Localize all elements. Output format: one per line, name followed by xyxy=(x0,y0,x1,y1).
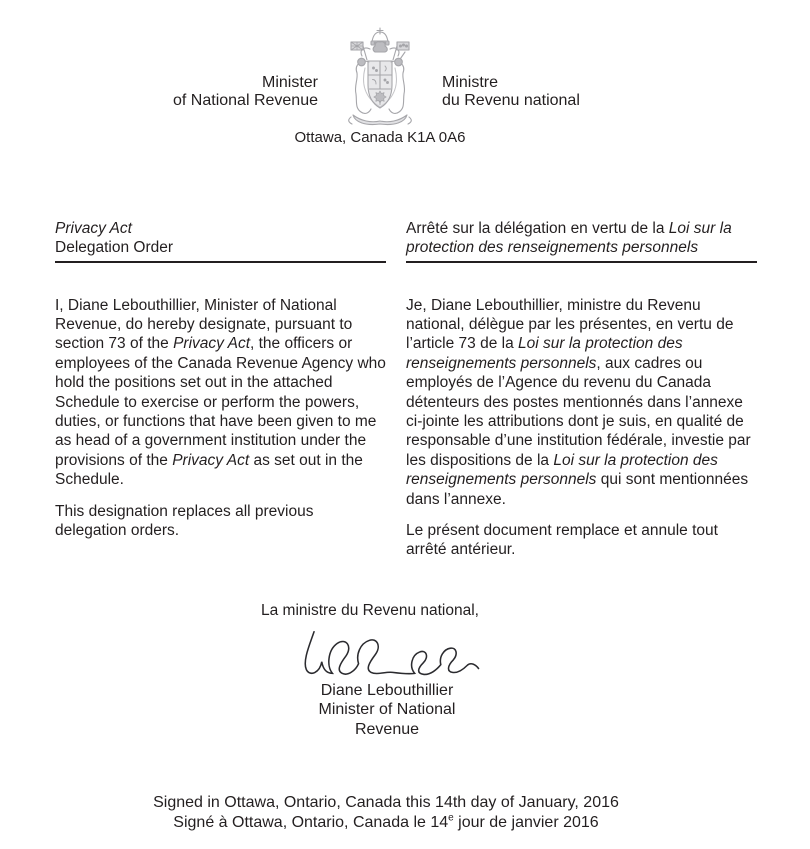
minister-title-en-line1: Minister xyxy=(261,74,318,91)
column-french xyxy=(406,219,757,560)
body-fr-text: , aux cadres ou employés de l’Agence du revenu du Canada détenteurs des postes mentionnés dans l’annexe ci-jointe les attributions dont je suis, en qualité de responsable d’une institution fédérale, investie par les dispositions de la xyxy=(406,354,751,469)
column-english xyxy=(55,219,386,560)
signatory-title-line1: Minister of National xyxy=(318,701,456,719)
minister-title-fr-line1: Ministre xyxy=(442,74,499,91)
signed-line-fr-text: Signé à Ottawa, Ontario, Canada le 14 xyxy=(173,813,449,831)
body-fr-paragraph-1 xyxy=(406,296,757,509)
minister-title-en xyxy=(0,74,318,109)
heading-fr-text: Arrêté sur la délégation en vertu de la xyxy=(406,220,669,237)
body-en-text: as set out in the Schedule. xyxy=(55,451,363,489)
signed-date-lines xyxy=(0,793,772,832)
signatory-name: Diane Lebouthillier xyxy=(320,682,454,699)
body-en-text: I, Diane Lebouthillier, Minister of National Revenue, do hereby designate, pursuant to section 73 of the xyxy=(55,296,353,353)
signatory-block xyxy=(0,681,774,739)
minister-title-en-line2: of National Revenue xyxy=(173,91,318,109)
heading-fr xyxy=(406,219,757,263)
body-fr-paragraph-2: Le présent document remplace et annule tout arrêté antérieur. xyxy=(406,522,718,559)
body-en-act-ref-2: Privacy Act xyxy=(172,451,250,469)
letterhead-address: Ottawa, Canada K1A 0A6 xyxy=(294,129,466,146)
body-en-text: , the officers or employees of the Canada Revenue Agency who hold the positions set out in the attached Schedule to exercise or perform the powers, duties, or functions that have been given to me as head of a government institution under the provisions of the xyxy=(55,335,386,469)
signatory-title-line2: Revenue xyxy=(354,720,420,738)
canada-coat-of-arms-icon xyxy=(339,27,421,131)
body-en-act-ref-1: Privacy Act xyxy=(173,335,251,353)
body-fr-act-ref-2: Loi sur la protection des renseignements personnels xyxy=(406,451,718,489)
body-fr-text: qui sont mentionnées dans l’annexe. xyxy=(406,471,749,508)
signature-salutation: La ministre du Revenu national, xyxy=(261,602,479,619)
signed-line-en: Signed in Ottawa, Ontario, Canada this 14th day of January, 2016 xyxy=(153,794,619,811)
bilingual-columns xyxy=(55,219,757,560)
signed-line-fr xyxy=(0,813,772,833)
heading-en-order-title: Delegation Order xyxy=(55,239,174,257)
body-en-paragraph-2: This designation replaces all previous delegation orders. xyxy=(55,502,314,540)
handwritten-signature xyxy=(296,624,484,684)
minister-title-fr xyxy=(442,74,580,109)
minister-title-fr-line2: du Revenu national xyxy=(442,91,580,109)
body-en-paragraph-1 xyxy=(55,296,386,490)
signed-line-fr-text: jour de janvier 2016 xyxy=(453,813,599,831)
heading-fr-act-title: Loi sur la protection des renseignements personnels xyxy=(406,220,732,257)
signed-line-fr-ordinal: e xyxy=(448,812,454,824)
heading-en xyxy=(55,219,386,263)
heading-en-act-title: Privacy Act xyxy=(55,220,132,237)
body-fr-act-ref-1: Loi sur la protection des renseignements personnels xyxy=(406,335,683,372)
body-fr-text: Je, Diane Lebouthillier, ministre du Revenu national, délègue par les présentes, en vertu de l’article 73 de la xyxy=(406,296,734,353)
